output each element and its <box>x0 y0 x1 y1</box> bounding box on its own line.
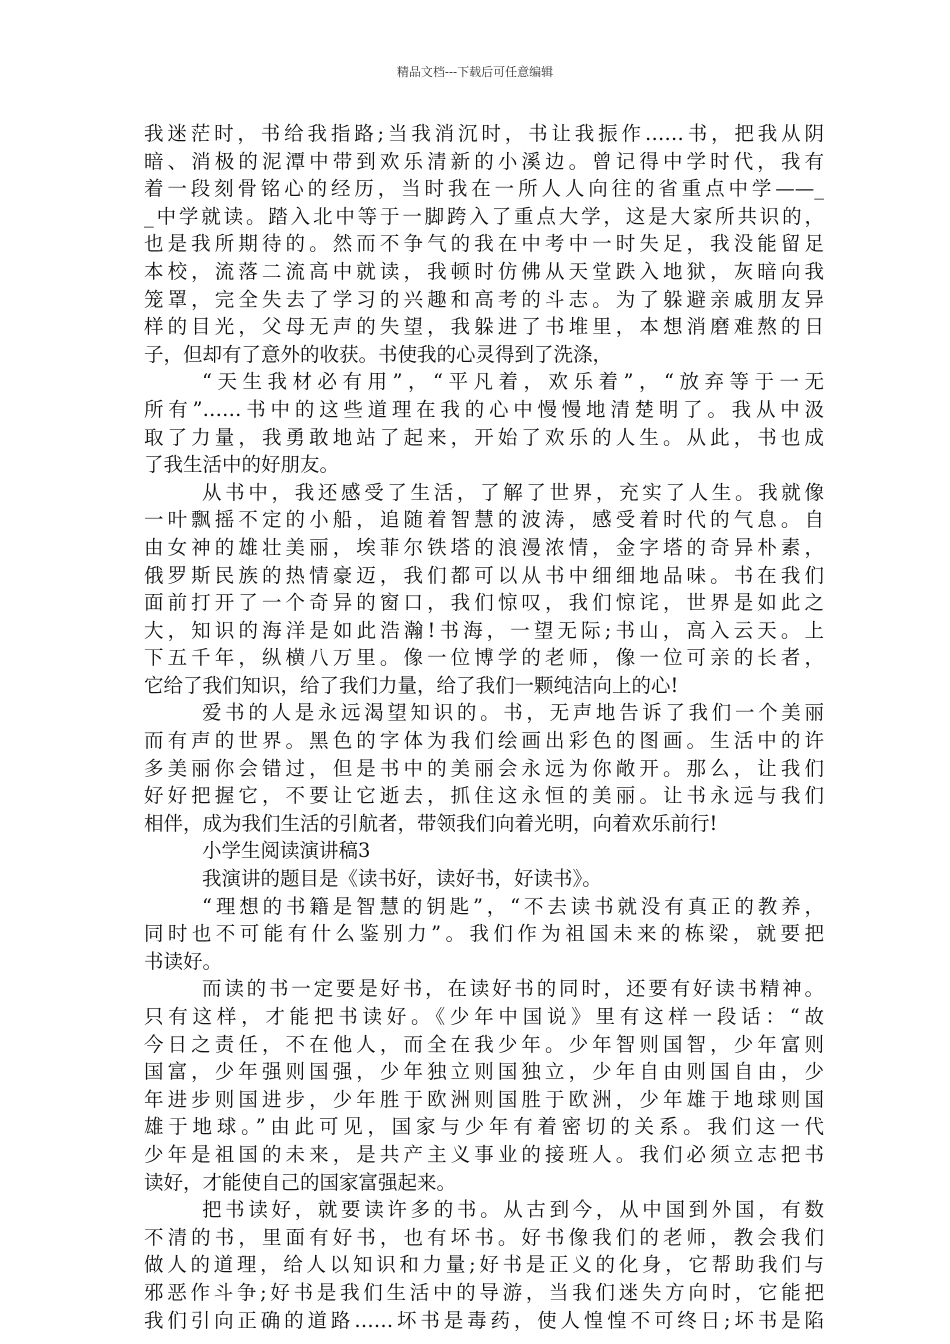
text-line: 好好把握它，不要让它逝去，抓住这永恒的美丽。让书永远与我们 <box>144 784 824 808</box>
text-line: 俄罗斯民族的热情豪迈，我们都可以从书中细细地品味。书在我们 <box>144 563 824 587</box>
text-line: 爱书的人是永远渴望知识的。书，无声地告诉了我们一个美丽 <box>202 701 824 725</box>
text-line: 一叶飘摇不定的小船，追随着智慧的波涛，感受着时代的气息。自 <box>144 508 824 532</box>
text-line: 把书读好，就要读许多的书。从古到今，从中国到外国，有数 <box>202 1198 824 1222</box>
text-line: 不清的书，里面有好书，也有坏书。好书像我们的老师，教会我们 <box>144 1225 824 1249</box>
text-line: 大，知识的海洋是如此浩瀚!书海，一望无际;书山，高入云天。上 <box>144 618 824 642</box>
text-line: 我演讲的题目是《读书好，读好书，好读书》。 <box>202 867 602 891</box>
text-line: 我迷茫时，书给我指路;当我消沉时，书让我振作……书，把我从阴 <box>144 122 824 145</box>
text-line: 雄于地球。”由此可见，国家与少年有着密切的关系。我们这一代 <box>144 1115 824 1139</box>
text-line: 由女神的雄壮美丽，埃菲尔铁塔的浪漫浓情，金字塔的奇异朴素， <box>144 535 824 559</box>
text-line: 书读好。 <box>144 949 223 973</box>
text-line: 它给了我们知识，给了我们力量，给了我们一颗纯洁向上的心! <box>144 673 679 697</box>
text-line: 我们引向正确的道路……坏书是毒药，使人惶惶不可终日;坏书是陷 <box>144 1308 824 1332</box>
text-line: 样的目光，父母无声的失望，我躲进了书堆里，本想消磨难熬的日 <box>144 315 824 339</box>
document-body <box>144 120 824 1334</box>
text-line: 面前打开了一个奇异的窗口，我们惊叹，我们惊诧，世界是如此之 <box>144 591 824 615</box>
text-line: 相伴，成为我们生活的引航者，带领我们向着光明，向着欢乐前行! <box>144 811 718 835</box>
text-line: 多美丽你会错过，但是书中的美丽会永远为你敞开。那么，让我们 <box>144 756 824 780</box>
text-line: 取了力量，我勇敢地站了起来，开始了欢乐的人生。从此，书也成 <box>144 425 824 449</box>
text-line: 了我生活中的好朋友。 <box>144 453 340 477</box>
text-line: 着一段刻骨铭心的经历，当时我在一所人人向往的省重点中学——_ <box>144 177 824 201</box>
text-line: 只有这样，才能把书读好。《少年中国说》里有这样一段话：“故 <box>144 1005 824 1028</box>
text-line: 少年是祖国的未来，是共产主义事业的接班人。我们必须立志把书 <box>144 1142 824 1166</box>
text-line: 国富，少年强则国强，少年独立则国独立，少年自由则国自由，少 <box>144 1060 824 1084</box>
text-line: 做人的道理，给人以知识和力量;好书是正义的化身，它帮助我们与 <box>144 1253 824 1277</box>
text-line: 本校，流落二流高中就读，我顿时仿佛从天堂跌入地狱，灰暗向我 <box>144 259 824 283</box>
text-line: 而有声的世界。黑色的字体为我们绘画出彩色的图画。生活中的许 <box>144 729 824 753</box>
text-line: 所有”……书中的这些道理在我的心中慢慢地清楚明了。我从中汲 <box>144 397 824 421</box>
text-line: 年进步则国进步，少年胜于欧洲则国胜于欧洲，少年雄于地球则国 <box>144 1087 824 1111</box>
text-line: 子，但却有了意外的收获。书使我的心灵得到了洗涤， <box>144 342 613 366</box>
text-line: 同时也不可能有什么鉴别力”。我们作为祖国未来的栋梁，就要把 <box>144 922 824 946</box>
text-line: 笼罩，完全失去了学习的兴趣和高考的斗志。为了躲避亲戚朋友异 <box>144 287 824 311</box>
page-header: 精品文档---下载后可任意编辑 <box>396 65 554 79</box>
text-line: 从书中，我还感受了生活，了解了世界，充实了人生。我就像 <box>202 480 824 504</box>
text-line: 下五千年，纵横八万里。像一位博学的老师，像一位可亲的长者， <box>144 646 824 670</box>
text-line: 今日之责任，不在他人，而全在我少年。少年智则国智，少年富则 <box>144 1032 824 1056</box>
text-line: “天生我材必有用”，“平凡着，欢乐着”，“放弃等于一无 <box>202 370 824 394</box>
text-line: 读好，才能使自己的国家富强起来。 <box>144 1170 457 1194</box>
text-line: _中学就读。踏入北中等于一脚跨入了重点大学，这是大家所共识的， <box>144 204 824 228</box>
text-line: 也是我所期待的。然而不争气的我在中考中一时失足，我没能留足 <box>144 232 824 256</box>
text-line: 邪恶作斗争;好书是我们生活中的导游，当我们迷失方向时，它能把 <box>144 1280 824 1304</box>
text-line: 而读的书一定要是好书，在读好书的同时，还要有好读书精神。 <box>202 977 824 1001</box>
text-line: 小学生阅读演讲稿3 <box>202 839 371 863</box>
text-line: “理想的书籍是智慧的钥匙”，“不去读书就没有真正的教养， <box>202 894 824 918</box>
text-line: 暗、消极的泥潭中带到欢乐清新的小溪边。曾记得中学时代，我有 <box>144 149 824 173</box>
